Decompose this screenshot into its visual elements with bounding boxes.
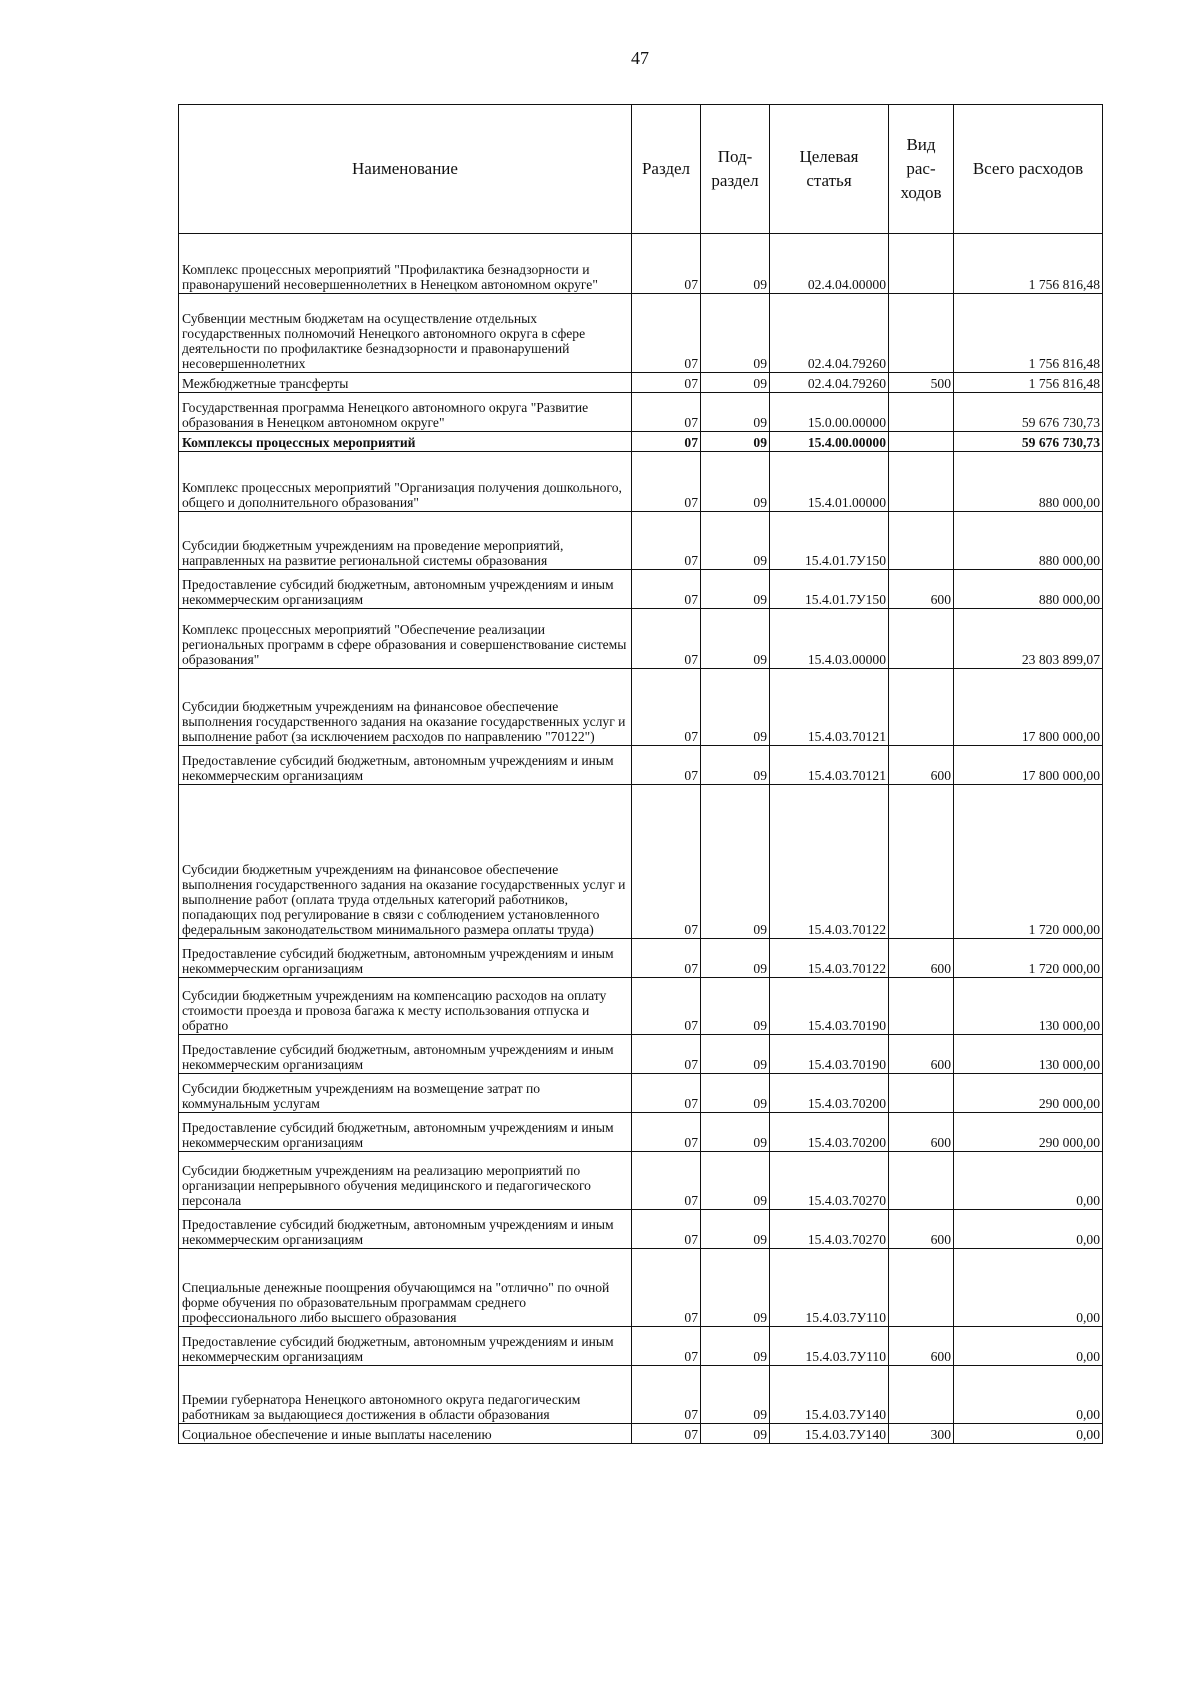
row-subsection: 09 <box>701 234 770 294</box>
row-subsection: 09 <box>701 373 770 393</box>
row-name: Предоставление субсидий бюджетным, автономным учреждениям и иным некоммерческим организациям <box>179 1327 632 1366</box>
row-subsection: 09 <box>701 570 770 609</box>
row-subsection: 09 <box>701 512 770 570</box>
row-expense-kind <box>889 234 954 294</box>
row-subsection: 09 <box>701 939 770 978</box>
row-section: 07 <box>632 452 701 512</box>
row-target-article: 15.4.03.70122 <box>770 785 889 939</box>
row-subsection: 09 <box>701 1366 770 1424</box>
table-row <box>179 1152 1103 1210</box>
row-subsection: 09 <box>701 978 770 1035</box>
row-total: 0,00 <box>954 1249 1103 1327</box>
table-row <box>179 1074 1103 1113</box>
row-section: 07 <box>632 1074 701 1113</box>
row-section: 07 <box>632 1035 701 1074</box>
row-target-article: 15.4.03.70121 <box>770 669 889 746</box>
header-section: Раздел <box>632 105 701 234</box>
row-target-article: 02.4.04.79260 <box>770 373 889 393</box>
budget-table <box>178 104 1103 1444</box>
row-section: 07 <box>632 1113 701 1152</box>
row-subsection: 09 <box>701 1035 770 1074</box>
row-expense-kind <box>889 452 954 512</box>
table-row <box>179 432 1103 452</box>
table-row <box>179 1327 1103 1366</box>
row-total: 1 756 816,48 <box>954 373 1103 393</box>
row-total: 23 803 899,07 <box>954 609 1103 669</box>
row-name: Комплексы процессных мероприятий <box>179 432 632 452</box>
row-name: Предоставление субсидий бюджетным, автономным учреждениям и иным некоммерческим организациям <box>179 570 632 609</box>
row-total: 1 720 000,00 <box>954 785 1103 939</box>
row-expense-kind: 600 <box>889 1113 954 1152</box>
table-row <box>179 669 1103 746</box>
row-section: 07 <box>632 609 701 669</box>
row-name: Государственная программа Ненецкого автономного округа "Развитие образования в Ненецком автономном округе" <box>179 393 632 432</box>
row-expense-kind <box>889 1152 954 1210</box>
row-expense-kind <box>889 1249 954 1327</box>
header-subsection: Под- раздел <box>701 105 770 234</box>
row-expense-kind: 500 <box>889 373 954 393</box>
table-row <box>179 1210 1103 1249</box>
row-section: 07 <box>632 785 701 939</box>
row-subsection: 09 <box>701 785 770 939</box>
row-expense-kind: 600 <box>889 1327 954 1366</box>
row-section: 07 <box>632 570 701 609</box>
row-total: 880 000,00 <box>954 452 1103 512</box>
row-expense-kind: 600 <box>889 1035 954 1074</box>
row-subsection: 09 <box>701 1424 770 1444</box>
table-row <box>179 393 1103 432</box>
header-target-article: Целевая статья <box>770 105 889 234</box>
header-name: Наименование <box>179 105 632 234</box>
row-subsection: 09 <box>701 393 770 432</box>
row-section: 07 <box>632 1366 701 1424</box>
row-total: 0,00 <box>954 1210 1103 1249</box>
table-row <box>179 512 1103 570</box>
row-target-article: 02.4.04.00000 <box>770 234 889 294</box>
table-row <box>179 939 1103 978</box>
row-expense-kind: 300 <box>889 1424 954 1444</box>
table-row <box>179 234 1103 294</box>
row-total: 0,00 <box>954 1424 1103 1444</box>
row-target-article: 15.4.03.70270 <box>770 1210 889 1249</box>
row-total: 17 800 000,00 <box>954 669 1103 746</box>
row-section: 07 <box>632 234 701 294</box>
row-target-article: 15.4.03.70270 <box>770 1152 889 1210</box>
row-total: 59 676 730,73 <box>954 393 1103 432</box>
row-target-article: 15.4.01.00000 <box>770 452 889 512</box>
row-subsection: 09 <box>701 1327 770 1366</box>
table-row <box>179 452 1103 512</box>
row-section: 07 <box>632 1249 701 1327</box>
table-row <box>179 785 1103 939</box>
row-total: 130 000,00 <box>954 978 1103 1035</box>
row-target-article: 15.4.03.7У140 <box>770 1424 889 1444</box>
row-total: 880 000,00 <box>954 512 1103 570</box>
header-total: Всего расходов <box>954 105 1103 234</box>
row-target-article: 15.4.03.70190 <box>770 978 889 1035</box>
row-expense-kind: 600 <box>889 1210 954 1249</box>
row-total: 290 000,00 <box>954 1074 1103 1113</box>
row-subsection: 09 <box>701 609 770 669</box>
row-name: Предоставление субсидий бюджетным, автономным учреждениям и иным некоммерческим организациям <box>179 1210 632 1249</box>
row-expense-kind: 600 <box>889 746 954 785</box>
row-total: 0,00 <box>954 1327 1103 1366</box>
row-name: Комплекс процессных мероприятий "Организация получения дошкольного, общего и дополнительного образования" <box>179 452 632 512</box>
row-target-article: 15.4.01.7У150 <box>770 570 889 609</box>
row-name: Субсидии бюджетным учреждениям на компенсацию расходов на оплату стоимости проезда и провоза багажа к месту использования отпуска и обратно <box>179 978 632 1035</box>
row-expense-kind <box>889 978 954 1035</box>
row-section: 07 <box>632 294 701 373</box>
row-name: Предоставление субсидий бюджетным, автономным учреждениям и иным некоммерческим организациям <box>179 1113 632 1152</box>
row-section: 07 <box>632 373 701 393</box>
row-expense-kind <box>889 785 954 939</box>
row-expense-kind <box>889 669 954 746</box>
table-row <box>179 373 1103 393</box>
row-name: Комплекс процессных мероприятий "Профилактика безнадзорности и правонарушений несовершеннолетних в Ненецком автономном округе" <box>179 234 632 294</box>
row-target-article: 02.4.04.79260 <box>770 294 889 373</box>
row-name: Субсидии бюджетным учреждениям на финансовое обеспечение выполнения государственного задания на оказание государственных услуг и выполнение работ (за исключением расходов по направлению "70122") <box>179 669 632 746</box>
row-name: Предоставление субсидий бюджетным, автономным учреждениям и иным некоммерческим организациям <box>179 746 632 785</box>
row-name: Субсидии бюджетным учреждениям на финансовое обеспечение выполнения государственного задания на оказание государственных услуг и выполнение работ (оплата труда отдельных категорий работников, попадающих под регулирование в связи с соблюдением установленного федеральным законодательством минимального размера оплаты труда) <box>179 785 632 939</box>
row-expense-kind: 600 <box>889 939 954 978</box>
row-expense-kind: 600 <box>889 570 954 609</box>
table-row <box>179 1035 1103 1074</box>
row-target-article: 15.4.03.70122 <box>770 939 889 978</box>
row-name: Субвенции местным бюджетам на осуществление отдельных государственных полномочий Ненецкого автономного округа в сфере деятельности по профилактике безнадзорности и правонарушений несовершеннолетних <box>179 294 632 373</box>
row-section: 07 <box>632 939 701 978</box>
row-name: Специальные денежные поощрения обучающимся на "отлично" по очной форме обучения по образовательным программам среднего профессионального либо высшего образования <box>179 1249 632 1327</box>
row-subsection: 09 <box>701 1113 770 1152</box>
row-expense-kind <box>889 294 954 373</box>
row-total: 880 000,00 <box>954 570 1103 609</box>
row-total: 1 756 816,48 <box>954 234 1103 294</box>
row-target-article: 15.0.00.00000 <box>770 393 889 432</box>
row-subsection: 09 <box>701 1249 770 1327</box>
row-subsection: 09 <box>701 452 770 512</box>
table-row <box>179 978 1103 1035</box>
row-total: 0,00 <box>954 1152 1103 1210</box>
row-subsection: 09 <box>701 1210 770 1249</box>
row-target-article: 15.4.00.00000 <box>770 432 889 452</box>
row-section: 07 <box>632 1210 701 1249</box>
row-subsection: 09 <box>701 294 770 373</box>
row-name: Социальное обеспечение и иные выплаты населению <box>179 1424 632 1444</box>
row-expense-kind <box>889 1366 954 1424</box>
row-name: Премии губернатора Ненецкого автономного округа педагогическим работникам за выдающиеся достижения в области образования <box>179 1366 632 1424</box>
row-target-article: 15.4.03.70200 <box>770 1113 889 1152</box>
row-name: Предоставление субсидий бюджетным, автономным учреждениям и иным некоммерческим организациям <box>179 939 632 978</box>
row-subsection: 09 <box>701 669 770 746</box>
row-target-article: 15.4.03.70190 <box>770 1035 889 1074</box>
table-row <box>179 609 1103 669</box>
row-target-article: 15.4.03.70200 <box>770 1074 889 1113</box>
row-target-article: 15.4.03.7У110 <box>770 1327 889 1366</box>
row-section: 07 <box>632 1327 701 1366</box>
row-name: Предоставление субсидий бюджетным, автономным учреждениям и иным некоммерческим организациям <box>179 1035 632 1074</box>
table-row <box>179 1366 1103 1424</box>
row-section: 07 <box>632 746 701 785</box>
row-section: 07 <box>632 1424 701 1444</box>
row-total: 130 000,00 <box>954 1035 1103 1074</box>
row-name: Межбюджетные трансферты <box>179 373 632 393</box>
row-target-article: 15.4.03.7У110 <box>770 1249 889 1327</box>
row-target-article: 15.4.01.7У150 <box>770 512 889 570</box>
table-row <box>179 1424 1103 1444</box>
row-total: 1 756 816,48 <box>954 294 1103 373</box>
table-row <box>179 746 1103 785</box>
row-subsection: 09 <box>701 1074 770 1113</box>
row-name: Субсидии бюджетным учреждениям на возмещение затрат по коммунальным услугам <box>179 1074 632 1113</box>
header-expense-kind: Вид рас- ходов <box>889 105 954 234</box>
row-total: 1 720 000,00 <box>954 939 1103 978</box>
row-name: Комплекс процессных мероприятий "Обеспечение реализации региональных программ в сфере образования и совершенствование системы образования" <box>179 609 632 669</box>
table-header-row <box>179 105 1103 234</box>
row-subsection: 09 <box>701 1152 770 1210</box>
row-subsection: 09 <box>701 746 770 785</box>
row-expense-kind <box>889 1074 954 1113</box>
row-section: 07 <box>632 512 701 570</box>
row-expense-kind <box>889 609 954 669</box>
row-expense-kind <box>889 512 954 570</box>
row-section: 07 <box>632 432 701 452</box>
row-target-article: 15.4.03.00000 <box>770 609 889 669</box>
row-total: 290 000,00 <box>954 1113 1103 1152</box>
table-row <box>179 294 1103 373</box>
row-target-article: 15.4.03.70121 <box>770 746 889 785</box>
row-expense-kind <box>889 393 954 432</box>
row-section: 07 <box>632 978 701 1035</box>
row-total: 0,00 <box>954 1366 1103 1424</box>
row-section: 07 <box>632 669 701 746</box>
row-total: 59 676 730,73 <box>954 432 1103 452</box>
table-row <box>179 1249 1103 1327</box>
row-expense-kind <box>889 432 954 452</box>
row-name: Субсидии бюджетным учреждениям на реализацию мероприятий по организации непрерывного обучения медицинского и педагогического персонала <box>179 1152 632 1210</box>
page-number: 47 <box>631 48 649 68</box>
row-subsection: 09 <box>701 432 770 452</box>
row-target-article: 15.4.03.7У140 <box>770 1366 889 1424</box>
table-row <box>179 1113 1103 1152</box>
table-row <box>179 570 1103 609</box>
row-name: Субсидии бюджетным учреждениям на проведение мероприятий, направленных на развитие региональной системы образования <box>179 512 632 570</box>
row-section: 07 <box>632 1152 701 1210</box>
row-total: 17 800 000,00 <box>954 746 1103 785</box>
row-section: 07 <box>632 393 701 432</box>
